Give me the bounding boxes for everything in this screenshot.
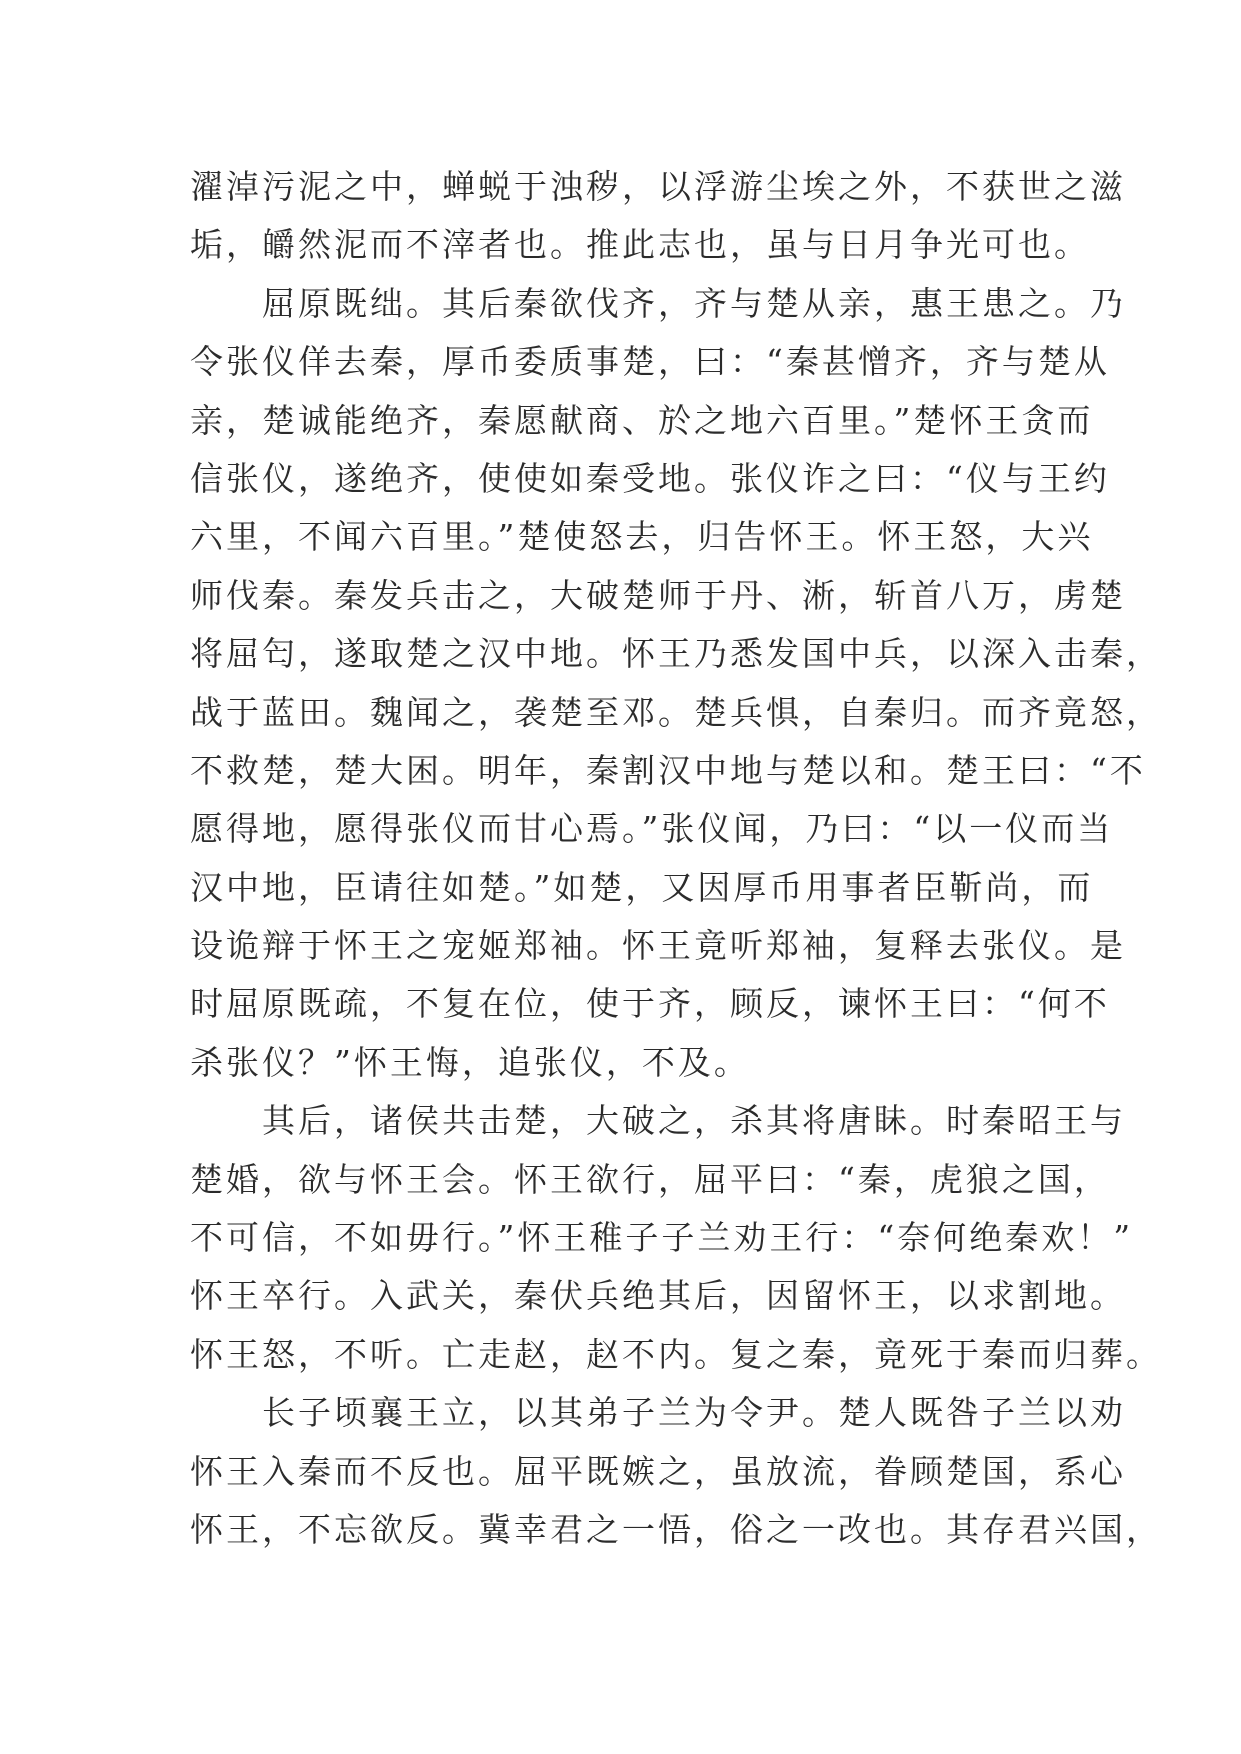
text-line-08: 师伐秦。秦发兵击之，大破楚师于丹、淅，斩首八万，虏楚 (190, 575, 1126, 615)
text-line-12: 愿得地，愿得张仪而甘心焉。”张仪闻，乃曰：“以一仪而当 (190, 809, 1114, 849)
text-line-15: 时屈原既疏，不复在位，使于齐，顾反，谏怀王曰：“何不 (190, 984, 1110, 1024)
text-line-18: 楚婚，欲与怀王会。怀王欲行，屈平曰：“秦，虎狼之国， (190, 1159, 1110, 1199)
text-line-14: 设诡辩于怀王之宠姬郑袖。怀王竟听郑袖，复释去张仪。是 (190, 926, 1126, 966)
text-line-10: 战于蓝田。魏闻之，袭楚至邓。楚兵惧，自秦归。而齐竟怒， (190, 692, 1162, 732)
text-line-17: 其后，诸侯共击楚，大破之，杀其将唐眛。时秦昭王与 (262, 1101, 1126, 1141)
body-text (190, 158, 1162, 1559)
text-line-21: 怀王怒，不听。亡走赵，赵不内。复之秦，竟死于秦而归葬。 (190, 1334, 1162, 1374)
text-line-03: 屈原既绌。其后秦欲伐齐，齐与楚从亲，惠王患之。乃 (262, 283, 1126, 323)
text-line-09: 将屈匄，遂取楚之汉中地。怀王乃悉发国中兵，以深入击秦， (190, 634, 1162, 674)
text-line-01: 濯淖污泥之中，蝉蜕于浊秽，以浮游尘埃之外，不获世之滋 (190, 167, 1126, 206)
text-line-07: 六里，不闻六百里。”楚使怒去，归告怀王。怀王怒，大兴 (190, 517, 1094, 557)
text-line-23: 怀王入秦而不反也。屈平既嫉之，虽放流，眷顾楚国，系心 (190, 1451, 1126, 1491)
text-line-16: 杀张仪？”怀王悔，追张仪，不及。 (190, 1042, 750, 1082)
text-line-13: 汉中地，臣请往如楚。”如楚，又因厚币用事者臣靳尚，而 (190, 867, 1094, 907)
text-line-04: 令张仪佯去秦，厚币委质事楚，曰：“秦甚憎齐，齐与楚从 (190, 342, 1110, 382)
text-line-24: 怀王，不忘欲反。冀幸君之一悟，俗之一改也。其存君兴国， (190, 1509, 1162, 1549)
text-line-02: 垢，皭然泥而不滓者也。推此志也，虽与日月争光可也。 (190, 225, 1090, 265)
text-line-11: 不救楚，楚大困。明年，秦割汉中地与楚以和。楚王曰：“不 (190, 750, 1146, 790)
text-line-19: 不可信，不如毋行。”怀王稚子子兰劝王行：“奈何绝秦欢！” (190, 1218, 1134, 1258)
text-line-06: 信张仪，遂绝齐，使使如秦受地。张仪诈之曰：“仪与王约 (190, 458, 1110, 498)
text-line-20: 怀王卒行。入武关，秦伏兵绝其后，因留怀王，以求割地。 (190, 1276, 1126, 1316)
text-line-22: 长子顷襄王立，以其弟子兰为令尹。楚人既咎子兰以劝 (262, 1393, 1126, 1433)
text-line-05: 亲，楚诚能绝齐，秦愿献商、於之地六百里。”楚怀王贪而 (190, 400, 1094, 440)
